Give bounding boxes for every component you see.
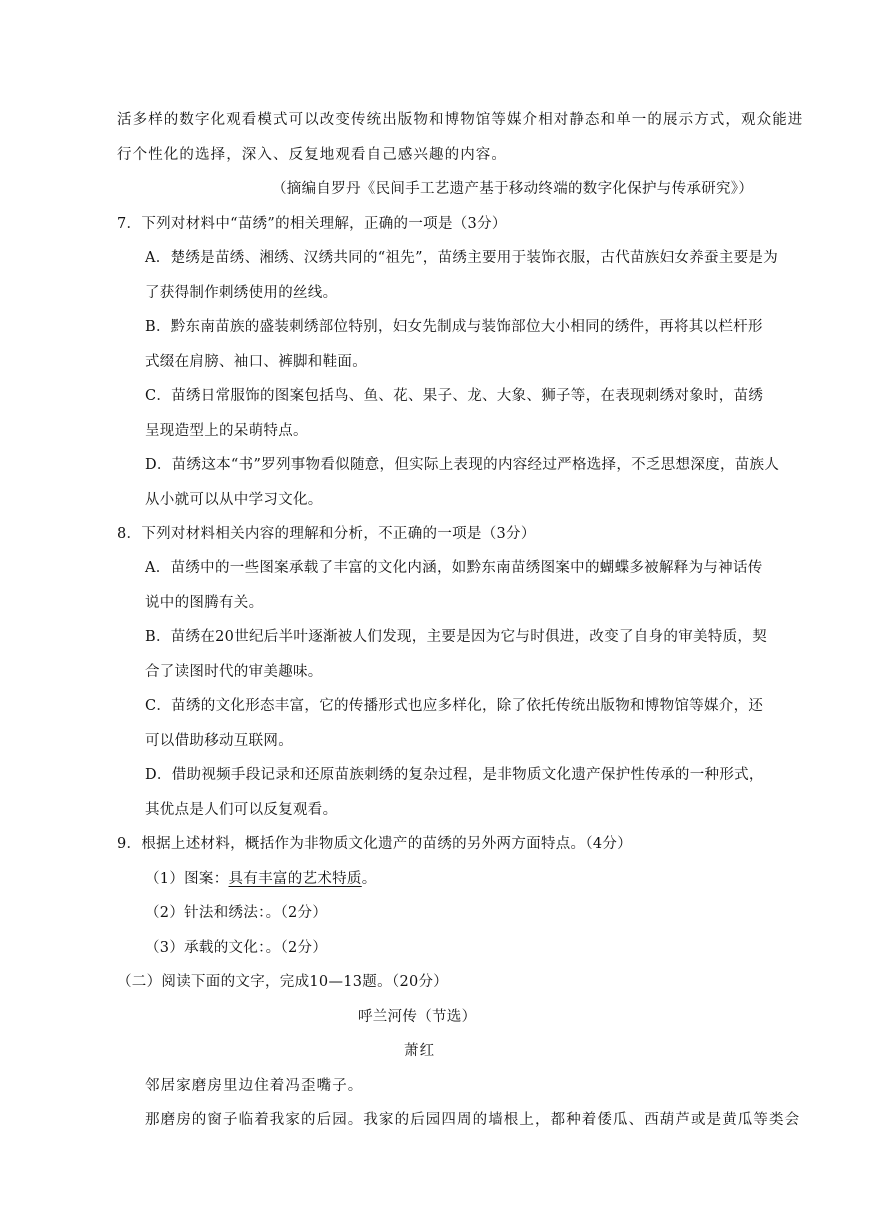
question-9-stem: 9．根据上述材料，概括作为非物质文化遗产的苗绣的另外两方面特点。（4分） bbox=[117, 836, 632, 852]
q8-option-b-line-1: B．苗绣在20世纪后半叶逐渐被人们发现，主要是因为它与时俱进，改变了自身的审美特质，契 bbox=[145, 629, 768, 645]
q8-option-d-line-2: 其优点是人们可以反复观看。 bbox=[145, 802, 338, 818]
question-7-stem: 7．下列对材料中“苗绣”的相关理解，正确的一项是（3分） bbox=[117, 216, 507, 232]
q7-option-b-line-2: 式缀在肩膀、袖口、裤脚和鞋面。 bbox=[145, 354, 367, 370]
q8-option-b-line-2: 合了读图时代的审美趣味。 bbox=[145, 664, 323, 680]
q8-option-c-line-1: C．苗绣的文化形态丰富，它的传播形式也应多样化，除了依托传统出版物和博物馆等媒介，还 bbox=[145, 698, 764, 714]
q9-part-1-answer: 具有丰富的艺术特质 bbox=[228, 871, 362, 887]
passage-paragraph-1: 邻居家磨房里边住着冯歪嘴子。 bbox=[145, 1078, 364, 1094]
q9-part-1 bbox=[145, 869, 377, 889]
q8-option-d-line-1: D．借助视频手段记录和还原苗族刺绣的复杂过程，是非物质文化遗产保护性传承的一种形式， bbox=[145, 767, 764, 783]
q9-part-3: （3）承载的文化：。（2分） bbox=[145, 940, 328, 956]
q9-part-1-period: 。 bbox=[361, 871, 377, 887]
q7-option-d-line-1: D．苗绣这本“书”罗列事物看似随意，但实际上表现的内容经过严格选择，不乏思想深度，苗族人 bbox=[145, 457, 780, 473]
q9-part-2: （2）针法和绣法：。（2分） bbox=[145, 905, 328, 921]
q8-option-a-line-2: 说中的图腾有关。 bbox=[145, 595, 264, 611]
passage-title: 呼兰河传（节选） bbox=[358, 1009, 477, 1025]
q7-option-c-line-2: 呈现造型上的呆萌特点。 bbox=[145, 423, 308, 439]
q7-option-b-line-1: B．黔东南苗族的盛装刺绣部位特别，妇女先制成与装饰部位大小相同的绣件，再将其以栏杆形 bbox=[145, 319, 763, 335]
q7-option-a-line-1: A．楚绣是苗绣、湘绣、汉绣共同的“祖先”，苗绣主要用于装饰衣服，古代苗族妇女养蚕主要是为 bbox=[145, 250, 778, 266]
question-8-stem: 8．下列对材料相关内容的理解和分析，不正确的一项是（3分） bbox=[117, 526, 536, 542]
q9-part-1-label: （1）图案： bbox=[145, 871, 229, 887]
q7-option-a-line-2: 了获得制作刺绣使用的丝线。 bbox=[145, 285, 338, 301]
q7-option-c-line-1: C．苗绣日常服饰的图案包括鸟、鱼、花、果子、龙、大象、狮子等，在表现刺绣对象时，苗绣 bbox=[145, 388, 764, 404]
section-2-heading: （二）阅读下面的文字，完成10—13题。（20分） bbox=[117, 974, 449, 990]
intro-line-1: 活多样的数字化观看模式可以改变传统出版物和博物馆等媒介相对静态和单一的展示方式，观众能进 bbox=[117, 112, 804, 128]
q7-option-d-line-2: 从小就可以从中学习文化。 bbox=[145, 492, 323, 508]
passage-paragraph-2: 那磨房的窗子临着我家的后园。我家的后园四周的墙根上，都种着倭瓜、西葫芦或是黄瓜等类会 bbox=[145, 1112, 801, 1128]
passage-author: 萧红 bbox=[404, 1043, 436, 1059]
intro-line-2: 行个性化的选择，深入、反复地观看自己感兴趣的内容。 bbox=[117, 147, 507, 163]
source-citation: （摘编自罗丹《民间手工艺遗产基于移动终端的数字化保护与传承研究》） bbox=[272, 181, 754, 197]
q8-option-a-line-1: A．苗绣中的一些图案承载了丰富的文化内涵，如黔东南苗绣图案中的蝴蝶多被解释为与神话传 bbox=[145, 560, 763, 576]
q8-option-c-line-2: 可以借助移动互联网。 bbox=[145, 733, 293, 749]
